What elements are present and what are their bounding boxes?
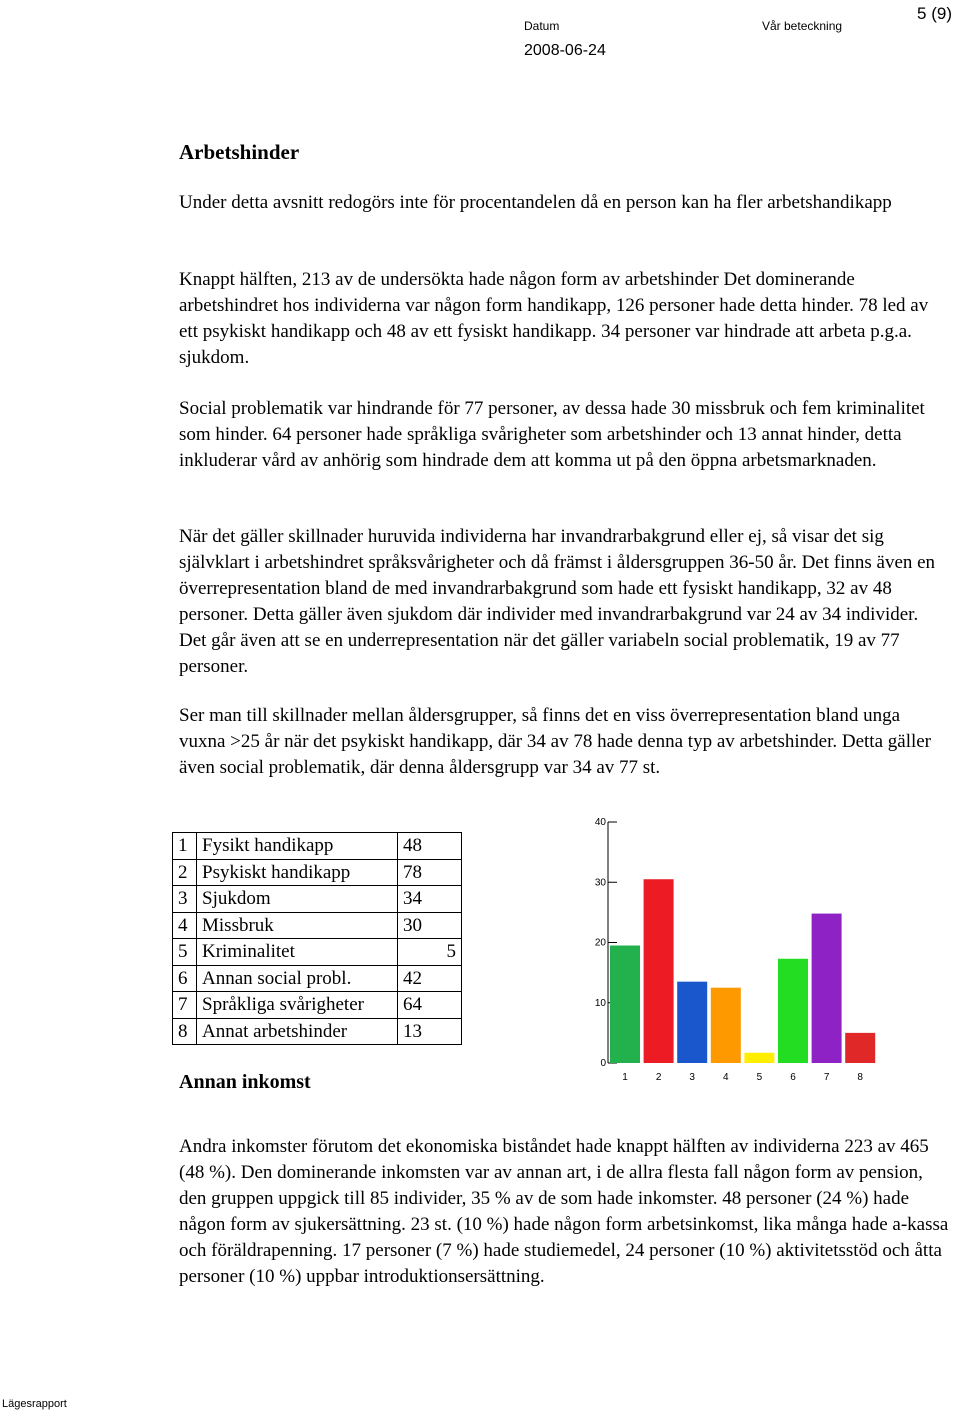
table-row bbox=[173, 859, 462, 886]
row-value: 34 bbox=[398, 886, 462, 913]
row-number: 5 bbox=[173, 939, 197, 966]
bar-4 bbox=[711, 988, 741, 1063]
page-number: 5 (9) bbox=[917, 4, 952, 23]
row-number: 7 bbox=[173, 992, 197, 1019]
table-row bbox=[173, 939, 462, 966]
bar-2 bbox=[644, 879, 674, 1063]
bar-8 bbox=[845, 1033, 875, 1063]
row-number: 1 bbox=[173, 833, 197, 860]
table-row bbox=[173, 965, 462, 992]
row-label: Annat arbetshinder bbox=[197, 1018, 398, 1045]
bar-3 bbox=[677, 982, 707, 1063]
row-number: 6 bbox=[173, 965, 197, 992]
section-heading: Arbetshinder bbox=[179, 140, 300, 164]
paragraph-social: Social problematik var hindrande för 77 personer, av dessa hade 30 missbruk och fem kriminalitet som hinder. 64 personer hade språkliga svårigheter som arbetshinder och 13 annat hinder, detta inkluderar vård av anhörig som hindrade dem att komma ut på den öppna arbetsmarknaden. bbox=[179, 398, 925, 471]
row-label: Annan social probl. bbox=[197, 965, 398, 992]
bar-7 bbox=[812, 914, 842, 1063]
paragraph-intro: Under detta avsnitt redogörs inte för procentandelen då en person kan ha fler arbetshandikapp bbox=[179, 192, 892, 213]
bar-5 bbox=[744, 1053, 774, 1063]
row-value: 30 bbox=[398, 912, 462, 939]
bar-chart bbox=[588, 810, 888, 1085]
bar-1 bbox=[610, 946, 640, 1063]
row-label: Fysikt handikapp bbox=[197, 833, 398, 860]
document-date: 2008-06-24 bbox=[524, 42, 606, 59]
x-tick-label: 1 bbox=[622, 1072, 628, 1083]
paragraph-background: När det gäller skillnader huruvida individerna har invandrarbakgrund eller ej, så visar det sig självklart i arbetshindret språksvårigheter och då främst i åldersgruppen 36-50 år. Det finns även en överrepresentation bland de med invandrarbakgrund som hade ett fysiskt handikapp, 32 av 48 personer. Detta gäller även sjukdom där individer med invandrarbakgrund var 24 av 34 individer. Det går även att se en underrepresentation när det gäller variabeln social problematik, 19 av 77 personer. bbox=[179, 526, 936, 677]
row-number: 3 bbox=[173, 886, 197, 913]
paragraph-age-groups: Ser man till skillnader mellan åldersgrupper, så finns det en viss överrepresentation bland unga vuxna >25 år när det psykiskt handikapp, där 34 av 78 hade denna typ av arbetshinder. Detta gäller även social problematik, där denna åldersgrupp var 34 av 77 st. bbox=[179, 705, 932, 778]
row-label: Språkliga svårigheter bbox=[197, 992, 398, 1019]
row-value: 64 bbox=[398, 992, 462, 1019]
table-row bbox=[173, 1018, 462, 1045]
y-tick-label: 0 bbox=[600, 1058, 606, 1069]
row-value: 48 bbox=[398, 833, 462, 860]
x-tick-label: 5 bbox=[756, 1072, 763, 1083]
row-value: 13 bbox=[398, 1018, 462, 1045]
x-tick-label: 2 bbox=[655, 1072, 662, 1083]
row-value: 78 bbox=[398, 859, 462, 886]
bar-6 bbox=[778, 959, 808, 1063]
paragraph-overview: Knappt hälften, 213 av de undersökta hade någon form av arbetshinder Det dominerande arbetshindret hos individerna var någon form handikapp, 126 personer hade detta hinder. 78 led av ett psykiskt handikapp och 48 av ett fysiskt handikapp. 34 personer var hindrade att arbeta p.g.a. sjukdom. bbox=[179, 269, 929, 368]
row-label: Sjukdom bbox=[197, 886, 398, 913]
x-tick-label: 3 bbox=[689, 1072, 695, 1083]
hinder-table bbox=[172, 832, 462, 1045]
date-label: Datum bbox=[524, 19, 560, 33]
row-value: 5 bbox=[398, 939, 462, 966]
table-row bbox=[173, 833, 462, 860]
row-number: 4 bbox=[173, 912, 197, 939]
x-tick-label: 6 bbox=[790, 1072, 796, 1083]
row-label: Psykiskt handikapp bbox=[197, 859, 398, 886]
table-row bbox=[173, 992, 462, 1019]
row-label: Kriminalitet bbox=[197, 939, 398, 966]
row-value: 42 bbox=[398, 965, 462, 992]
row-number: 2 bbox=[173, 859, 197, 886]
hinder-table-body bbox=[173, 833, 462, 1045]
x-tick-label: 8 bbox=[857, 1072, 863, 1083]
x-tick-label: 4 bbox=[723, 1072, 729, 1083]
row-number: 8 bbox=[173, 1018, 197, 1045]
paragraph-income: Andra inkomster förutom det ekonomiska biståndet hade knappt hälften av individerna 223 av 465 (48 %). Den dominerande inkomsten var av annan art, i de allra flesta fall någon form av pension, den gruppen uppgick till 85 individer, 35 % av de som hade inkomster. 48 personer (24 %) hade någon form av sjukersättning. 23 st. (10 %) hade någon form arbetsinkomst, lika många hade a-kassa och föräldrapenning. 17 personer (7 %) hade studiemedel, 24 personer (10 %) aktivitetsstöd och åtta personer (10 %) uppbar introduktionsersättning. bbox=[179, 1136, 949, 1287]
x-tick-label: 7 bbox=[823, 1072, 830, 1083]
reference-label: Vår beteckning bbox=[762, 19, 843, 33]
footer-label: Lägesrapport bbox=[2, 1398, 67, 1410]
y-tick-label: 40 bbox=[594, 817, 606, 828]
table-row bbox=[173, 912, 462, 939]
y-tick-label: 30 bbox=[594, 877, 606, 889]
subheading-annan-inkomst: Annan inkomst bbox=[179, 1071, 311, 1093]
row-label: Missbruk bbox=[197, 912, 398, 939]
y-tick-label: 10 bbox=[594, 997, 606, 1009]
y-tick-label: 20 bbox=[594, 937, 606, 949]
table-row bbox=[173, 886, 462, 913]
